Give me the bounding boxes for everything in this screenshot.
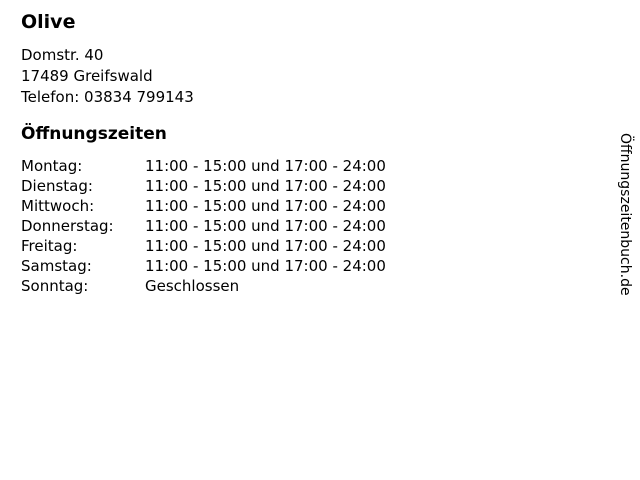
business-name: Olive: [21, 11, 76, 33]
hours-row-saturday: [21, 256, 600, 276]
address-block: [21, 45, 600, 108]
time-value: 11:00 - 15:00 und 17:00 - 24:00: [145, 217, 386, 235]
hours-row-sunday: [21, 276, 600, 296]
address-city: 17489 Greifswald: [21, 67, 153, 85]
day-label: Montag:: [21, 157, 83, 175]
time-value: 11:00 - 15:00 und 17:00 - 24:00: [145, 157, 386, 175]
time-value: 11:00 - 15:00 und 17:00 - 24:00: [145, 177, 386, 195]
address-street: Domstr. 40: [21, 46, 104, 64]
day-label: Mittwoch:: [21, 197, 95, 215]
day-label: Sonntag:: [21, 277, 89, 295]
opening-hours-table: [21, 156, 600, 296]
phone-line: Telefon: 03834 799143: [21, 88, 194, 106]
hours-row-thursday: [21, 216, 600, 236]
day-label: Donnerstag:: [21, 217, 114, 235]
hours-row-tuesday: [21, 176, 600, 196]
day-label: Samstag:: [21, 257, 92, 275]
time-value: 11:00 - 15:00 und 17:00 - 24:00: [145, 257, 386, 275]
hours-row-wednesday: [21, 196, 600, 216]
day-label: Freitag:: [21, 237, 78, 255]
time-value: 11:00 - 15:00 und 17:00 - 24:00: [145, 197, 386, 215]
hours-row-monday: [21, 156, 600, 176]
opening-hours-heading: Öffnungszeiten: [21, 124, 167, 144]
hours-row-friday: [21, 236, 600, 256]
day-label: Dienstag:: [21, 177, 93, 195]
watermark-site-link[interactable]: Öffnungszeitenbuch.de: [617, 133, 633, 296]
time-value: 11:00 - 15:00 und 17:00 - 24:00: [145, 237, 386, 255]
time-value: Geschlossen: [145, 277, 240, 295]
